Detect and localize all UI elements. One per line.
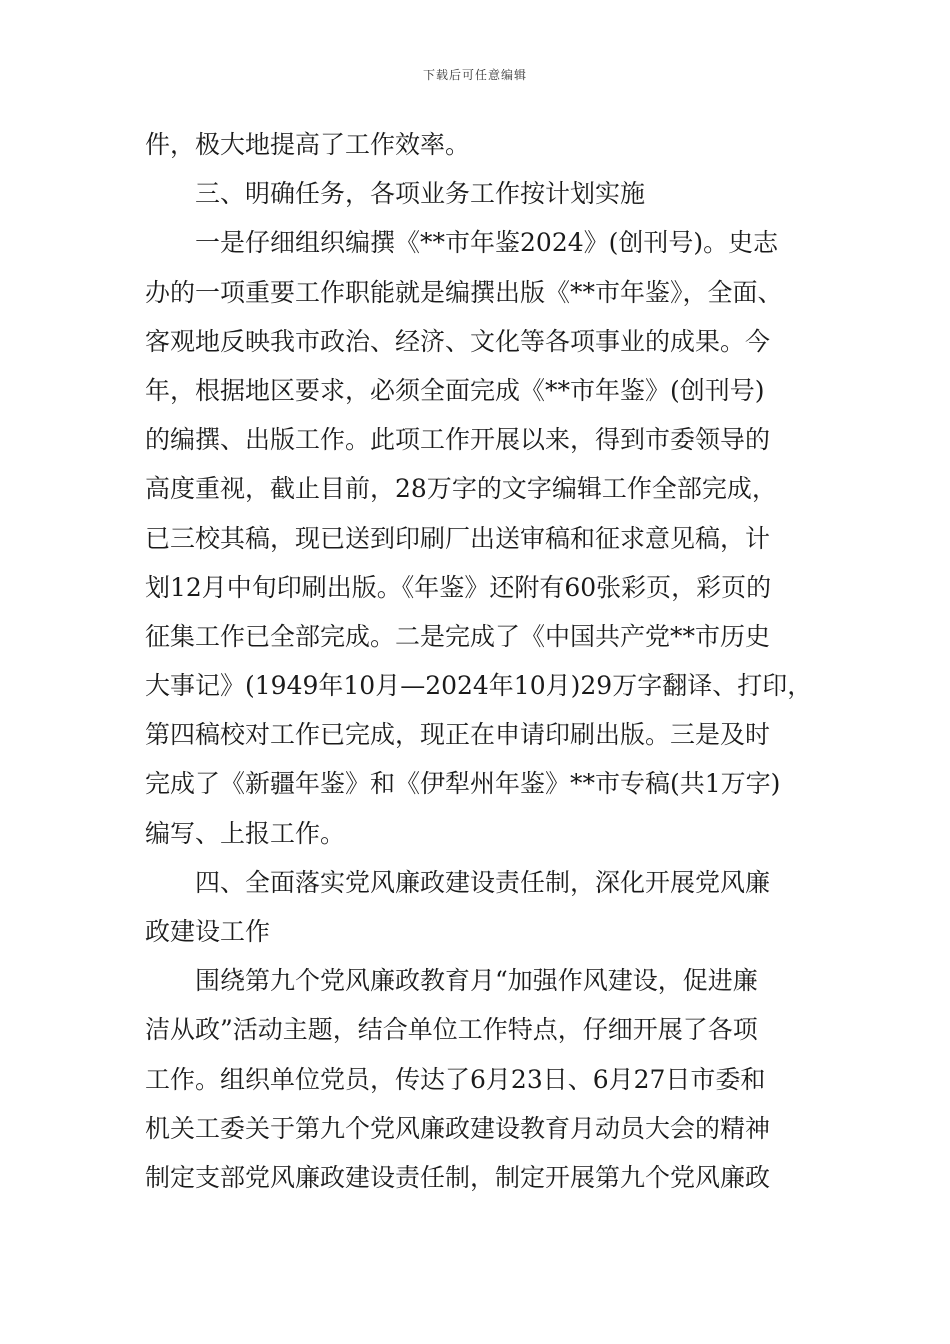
text-line: 大事记》(1949年10月—2024年10月)29万字翻译、打印， <box>145 671 813 701</box>
text-line: 机关工委关于第九个党风廉政建设教育月动员大会的精神 <box>145 1113 771 1143</box>
text-line: 高度重视，截止目前，28万字的文字编辑工作全部完成， <box>145 474 777 504</box>
text-line: 洁从政”活动主题，结合单位工作特点，仔细开展了各项 <box>145 1015 758 1045</box>
text-line: 编写、上报工作。 <box>145 818 346 848</box>
text-line: 四、全面落实党风廉政建设责任制，深化开展党风廉 <box>195 867 771 897</box>
text-line: 征集工作已全部完成。二是完成了《中国共产党**市历史 <box>145 621 771 651</box>
text-line: 客观地反映我市政治、经济、文化等各项事业的成果。今 <box>145 326 771 356</box>
text-line: 的编撰、出版工作。此项工作开展以来，得到市委领导的 <box>145 425 771 455</box>
document-body <box>145 120 835 1202</box>
text-line: 政建设工作 <box>145 917 271 946</box>
text-line: 完成了《新疆年鉴》和《伊犁州年鉴》**市专稿(共1万字) <box>145 769 781 799</box>
text-line: 件，极大地提高了工作效率。 <box>145 130 471 159</box>
text-line: 办的一项重要工作职能就是编撰出版《**市年鉴》，全面、 <box>145 277 783 307</box>
text-line: 一是仔细组织编撰《**市年鉴2024》(创刊号)。史志 <box>195 228 779 258</box>
text-line: 围绕第九个党风廉政教育月“加强作风建设，促进廉 <box>195 966 758 996</box>
text-line: 已三校其稿，现已送到印刷厂出送审稿和征求意见稿，计 <box>145 523 771 553</box>
text-line: 制定支部党风廉政建设责任制，制定开展第九个党风廉政 <box>145 1162 771 1192</box>
text-line: 划12月中旬印刷出版。《年鉴》还附有60张彩页，彩页的 <box>145 572 772 602</box>
text-line: 年，根据地区要求，必须全面完成《**市年鉴》(创刊号) <box>145 375 765 405</box>
page-header-note: 下载后可任意编辑 <box>422 68 527 82</box>
text-line: 三、明确任务，各项业务工作按计划实施 <box>195 179 646 209</box>
text-line: 工作。组织单位党员，传达了6月23日、6月27日市委和 <box>145 1064 766 1094</box>
text-line: 第四稿校对工作已完成，现正在申请印刷出版。三是及时 <box>145 720 771 750</box>
